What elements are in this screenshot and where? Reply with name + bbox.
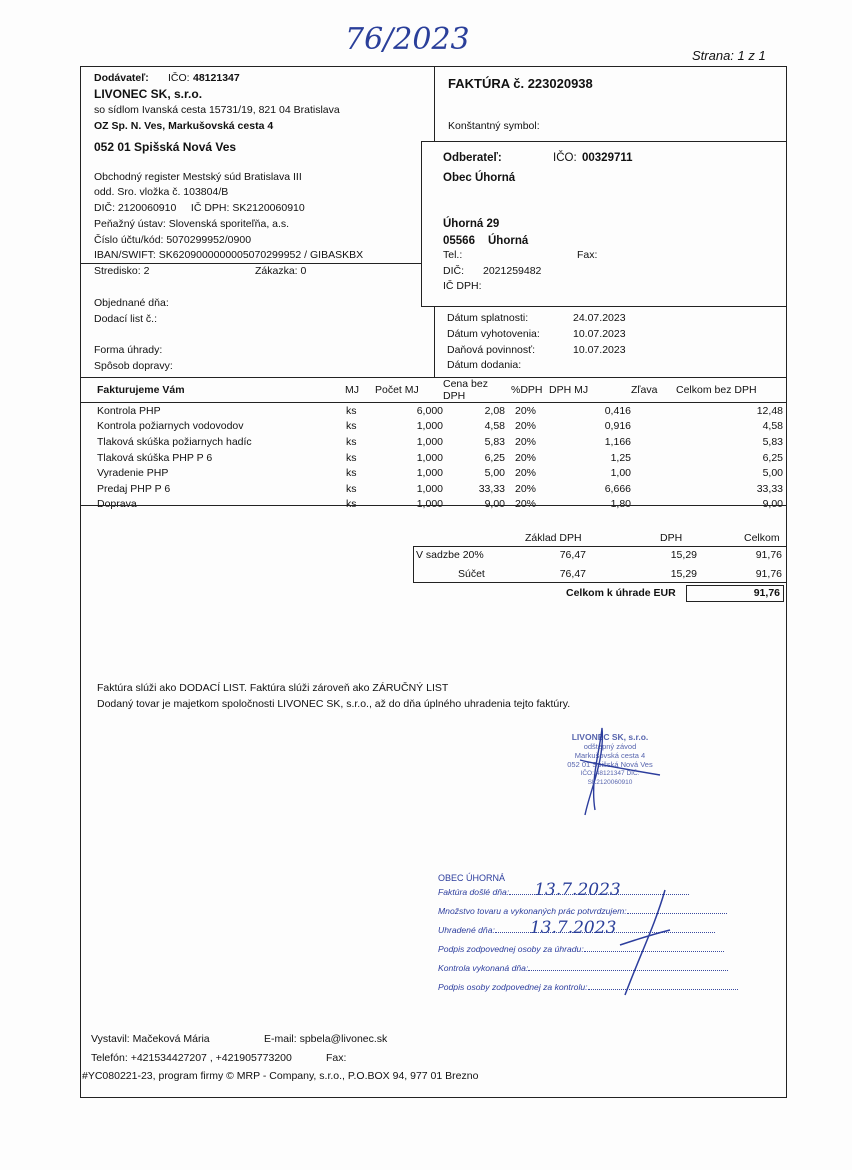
customer-street: Úhorná 29 (443, 218, 500, 230)
rate-vat: 15,29 (670, 549, 697, 561)
receipt-line: Faktúra došlé dňa: 13.7.2023 (438, 887, 738, 897)
center: Stredisko: 2 (94, 265, 150, 277)
item-qty: 1,000 (416, 451, 443, 464)
item-total: 5,00 (762, 467, 783, 480)
handwritten-number: 76/2023 (345, 22, 470, 57)
receipt-stamp (438, 873, 738, 992)
item-price: 33,33 (478, 482, 505, 495)
supplier-city: 052 01 Spišská Nová Ves (94, 140, 237, 154)
issue-date-label: Dátum vyhotovenia: (447, 328, 540, 340)
item-name: Predaj PHP P 6 (97, 482, 171, 495)
supplier-branch: OZ Sp. N. Ves, Markušovská cesta 4 (94, 120, 274, 132)
rate-total: 91,76 (755, 549, 782, 561)
amount-due-label: Celkom k úhrade EUR (566, 587, 676, 599)
item-name: Kontrola požiarnych vodovodov (97, 420, 244, 433)
supplier-bank: Peňažný ústav: Slovenská sporiteľňa, a.s. (94, 218, 290, 230)
supplier-seat: so sídlom Ivanská cesta 15731/19, 821 04 Bratislava (94, 104, 340, 116)
customer-label: Odberateľ: (443, 152, 502, 164)
due-date-value: 24.07.2023 (573, 312, 626, 324)
ordered-date: Objednané dňa: (94, 297, 169, 309)
payment-method: Forma úhrady: (94, 344, 163, 356)
receipt-line: Podpis osoby zodpovednej za kontrolu: (438, 982, 738, 992)
col-header-qty: Počet MJ (375, 378, 443, 403)
customer-dic-label: DIČ: (443, 265, 464, 277)
item-mj: ks (346, 467, 357, 480)
item-total: 5,83 (762, 435, 783, 448)
item-vat-mj: 0,416 (604, 404, 631, 417)
receipt-signature (600, 885, 680, 1005)
transport-method: Spôsob dopravy: (94, 360, 173, 372)
issued-by: Vystavil: Mačeková Mária (91, 1033, 210, 1045)
delivery-note: Dodací list č.: (94, 313, 158, 325)
item-vat: 20% (515, 467, 537, 480)
col-header-vat-mj: DPH MJ (549, 378, 631, 403)
col-header-vat: %DPH (505, 378, 549, 403)
sum-base: 76,47 (559, 568, 586, 580)
stamp-line: 052 01 Spišská Nová Ves (567, 760, 653, 769)
customer-name: Obec Úhorná (443, 172, 516, 184)
customer-fax: Fax: (577, 249, 598, 261)
item-price: 6,25 (484, 451, 505, 464)
item-price: 4,58 (484, 420, 505, 433)
customer-town: Úhorná (488, 235, 529, 247)
due-date-label: Dátum splatnosti: (447, 312, 529, 324)
customer-ico: 00329711 (582, 152, 633, 164)
item-discount (631, 434, 676, 450)
summary-header-base: Základ DPH (525, 532, 582, 544)
table-header-row (81, 378, 786, 403)
item-qty: 1,000 (416, 435, 443, 448)
table-row (81, 434, 786, 450)
stamp-line: IČO: 48121347 DIČ: SK2120060910 (580, 770, 640, 786)
footer-phone: Telefón: +421534427207 , +421905773200 (91, 1052, 292, 1064)
supplier-name: LIVONEC SK, s.r.o. (94, 87, 203, 101)
rate-base: 76,47 (559, 549, 586, 561)
tax-date-label: Daňová povinnosť: (447, 344, 535, 356)
item-mj: ks (346, 420, 357, 433)
item-vat-mj: 6,666 (604, 482, 631, 495)
receipt-line: Množstvo tovaru a vykonaných prác potvrdzujem: (438, 906, 738, 916)
customer-dic: 2021259482 (483, 265, 542, 277)
col-header-total: Celkom bez DPH (676, 378, 786, 403)
item-mj: ks (346, 482, 357, 495)
footer-fax: Fax: (326, 1052, 347, 1064)
col-header-discount: Zľava (631, 378, 676, 403)
amount-due-value: 91,76 (753, 587, 780, 599)
tax-date-value: 10.07.2023 (573, 344, 626, 356)
item-discount (631, 419, 676, 435)
table-row (81, 419, 786, 435)
item-price: 5,00 (484, 467, 505, 480)
receipt-line: Kontrola vykonaná dňa: (438, 963, 738, 973)
issue-date-value: 10.07.2023 (573, 328, 626, 340)
customer-ico-label: IČO: (553, 152, 577, 164)
item-total: 4,58 (762, 420, 783, 433)
invoice-title: FAKTÚRA č. 223020938 (448, 76, 593, 91)
item-name: Tlaková skúška PHP P 6 (97, 451, 213, 464)
item-price: 5,83 (484, 435, 505, 448)
customer-icdph: IČ DPH: (443, 280, 482, 292)
item-mj: ks (346, 435, 357, 448)
table-row (81, 481, 786, 497)
item-name: Kontrola PHP (97, 404, 161, 417)
supplier-iban: IBAN/SWIFT: SK6209000000005070299952 / GIBASKBX (94, 249, 364, 261)
note-1: Faktúra slúži ako DODACÍ LIST. Faktúra slúži zároveň ako ZÁRUČNÝ LIST (97, 682, 449, 694)
item-total: 6,25 (762, 451, 783, 464)
item-vat-mj: 1,25 (610, 451, 631, 464)
delivery-date-label: Dátum dodania: (447, 359, 522, 371)
divider-line (81, 263, 421, 264)
item-mj: ks (346, 404, 357, 417)
item-vat: 20% (515, 482, 537, 495)
item-vat-mj: 1,166 (604, 435, 631, 448)
item-name: Tlaková skúška požiarnych hadíc (97, 435, 252, 448)
summary-header-vat: DPH (660, 532, 683, 544)
footer-program: #YC080221-23, program firmy © MRP - Company, s.r.o., P.O.BOX 94, 977 01 Brezno (82, 1070, 479, 1082)
col-header-mj: MJ (345, 378, 375, 403)
sum-vat: 15,29 (670, 568, 697, 580)
supplier-account: Číslo účtu/kód: 5070299952/0900 (94, 234, 252, 246)
item-qty: 6,000 (416, 404, 443, 417)
note-2: Dodaný tovar je majetkom spoločnosti LIVONEC SK, s.r.o., až do dňa úplného uhradenia tejto faktúry. (97, 698, 571, 710)
supplier-ico: 48121347 (193, 72, 240, 84)
item-qty: 1,000 (416, 420, 443, 433)
supplier-tax-ids: DIČ: 2120060910 IČ DPH: SK2120060910 (94, 202, 305, 214)
item-discount (631, 465, 676, 481)
item-vat: 20% (515, 451, 537, 464)
sum-total: 91,76 (755, 568, 782, 580)
item-total: 12,48 (756, 404, 783, 417)
item-price: 2,08 (484, 404, 505, 417)
item-total: 33,33 (756, 482, 783, 495)
item-vat: 20% (515, 420, 537, 433)
divider-line (434, 307, 435, 377)
constant-symbol: Konštantný symbol: (448, 120, 540, 132)
footer-email: E-mail: spbela@livonec.sk (264, 1033, 388, 1045)
supplier-label: Dodávateľ: (94, 72, 149, 84)
divider-line (413, 546, 786, 547)
item-vat: 20% (515, 435, 537, 448)
page-indicator: Strana: 1 z 1 (692, 48, 766, 63)
divider-line (81, 505, 786, 506)
supplier-ico-label: IČO: (168, 72, 190, 84)
item-qty: 1,000 (416, 482, 443, 495)
item-vat-mj: 1,00 (610, 467, 631, 480)
order: Zákazka: 0 (255, 265, 307, 277)
col-header-item: Fakturujeme Vám (81, 378, 345, 403)
customer-tel: Tel.: (443, 249, 463, 261)
divider-line (413, 546, 414, 582)
receipt-title: OBEC ÚHORNÁ (438, 873, 506, 883)
rate-label: V sadzbe 20% (416, 549, 484, 561)
table-row (81, 465, 786, 481)
table-row (81, 403, 786, 419)
sum-label: Súčet (458, 568, 485, 580)
col-header-price: Cena bez DPH (443, 378, 505, 403)
item-qty: 1,000 (416, 467, 443, 480)
item-mj: ks (346, 451, 357, 464)
stamp-line: odštepný závod (583, 742, 637, 751)
divider-line (413, 582, 786, 583)
receipt-line: Podpis zodpovednej osoby za úhradu: (438, 944, 738, 954)
item-name: Vyradenie PHP (97, 467, 169, 480)
supplier-section: odd. Sro. vložka č. 103804/B (94, 186, 229, 198)
item-discount (631, 481, 676, 497)
signature-mark (560, 720, 670, 820)
item-vat-mj: 0,916 (604, 420, 631, 433)
table-row (81, 450, 786, 466)
stamp-line: Markušovská cesta 4 (574, 751, 646, 760)
stamp-line: LIVONEC SK, s.r.o. (571, 732, 649, 742)
item-discount (631, 450, 676, 466)
item-discount (631, 403, 676, 419)
divider-line (434, 66, 435, 141)
receipt-line: Uhradené dňa: 13.7.2023 (438, 925, 738, 935)
items-table (81, 377, 786, 512)
supplier-register: Obchodný register Mestský súd Bratislava III (94, 171, 302, 183)
item-vat: 20% (515, 404, 537, 417)
summary-header-total: Celkom (744, 532, 780, 544)
customer-zip: 05566 (443, 235, 475, 247)
